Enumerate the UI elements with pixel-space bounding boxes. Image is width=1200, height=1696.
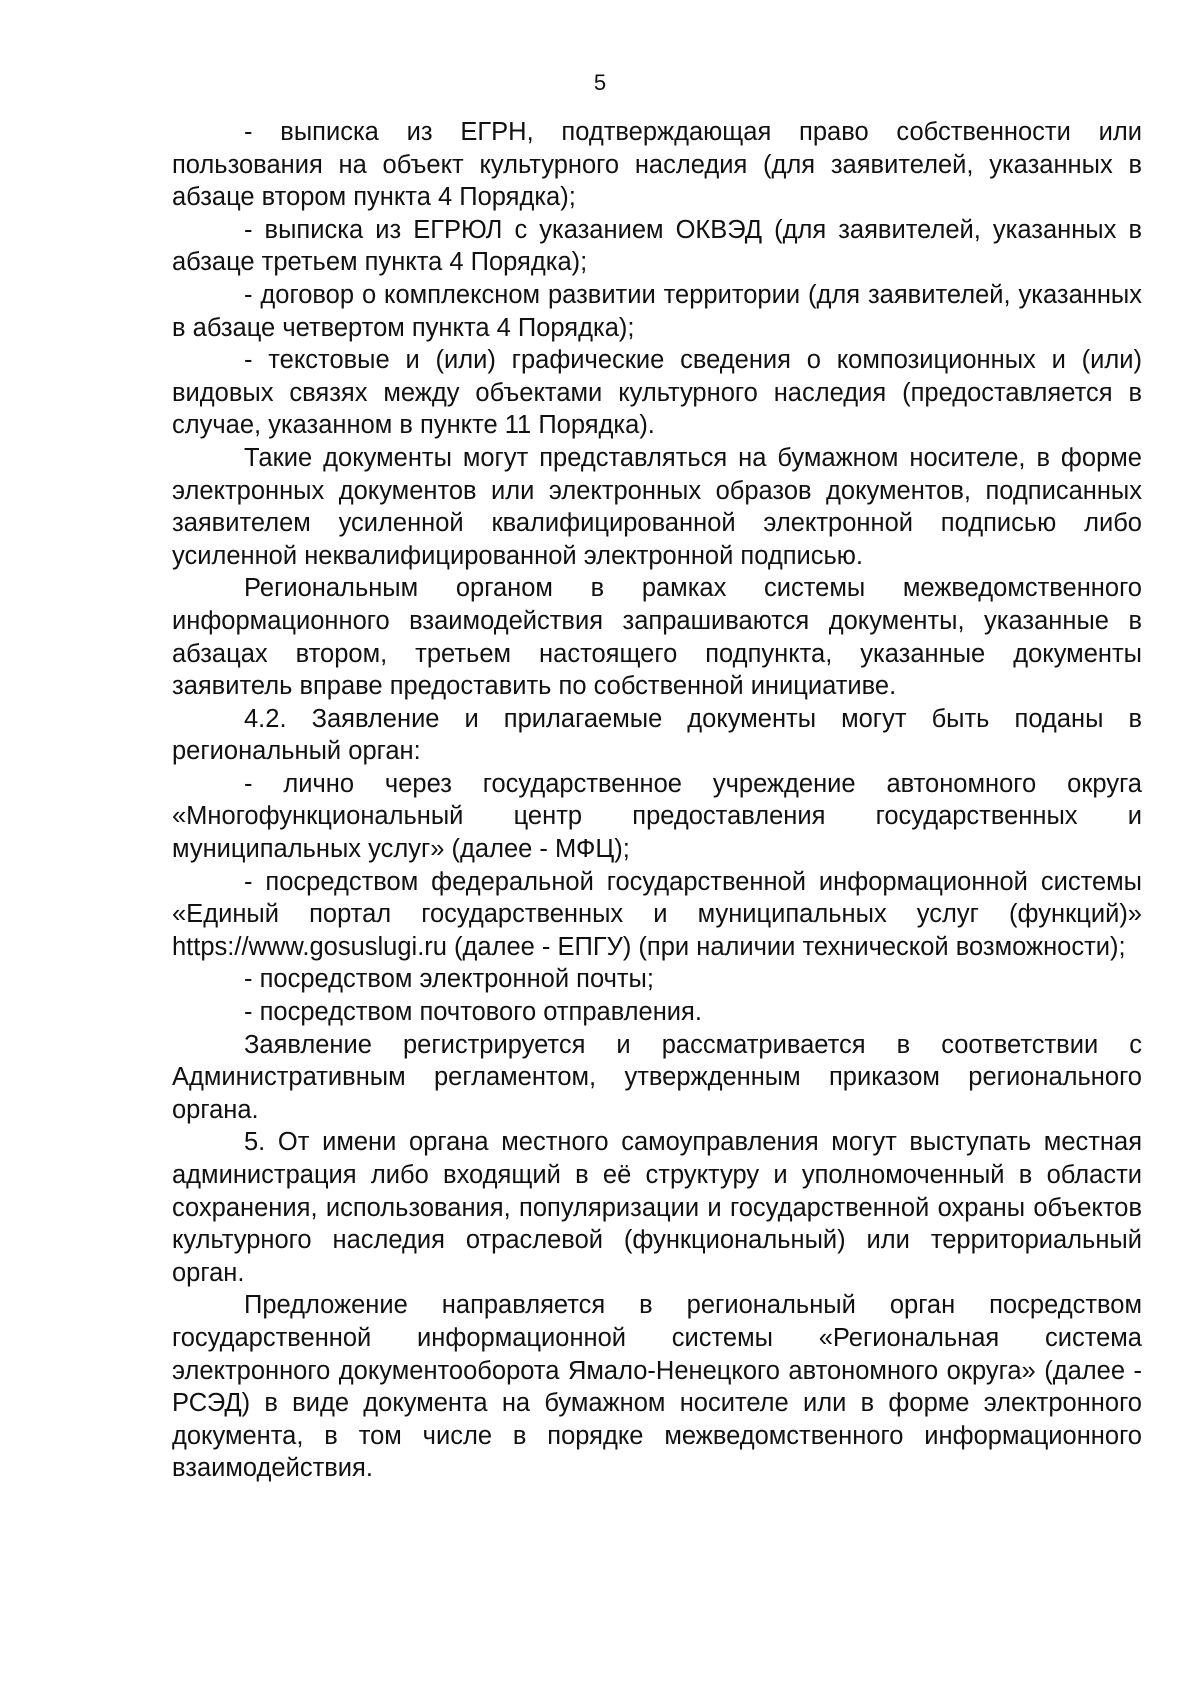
paragraph-proposal-rsed: Предложение направляется в региональный орган посредством государственной информационной системы «Региональная система электронного документооборота Ямало-Ненецкого автономного округа» (далее - РСЭД) в виде документа на бумажном носителе или в форме электронного документа, в том числе в порядке межведомственного информационного взаимодействия.: [172, 1291, 1142, 1483]
paragraph-interagency-request: Региональным органом в рамках системы межведомственного информационного взаимодействия запрашиваются документы, указанные в абзацах втором, третьем настоящего подпункта, указанные документы заявитель вправе предоставить по собственной инициативе.: [172, 574, 1142, 701]
paragraph-epgu: - посредством федеральной государственной информационной системы «Единый портал государственных и муниципальных услуг (функций)» https://www.gosuslugi.ru (далее - ЕПГУ) (при наличии технической возможности);: [172, 867, 1142, 961]
paragraph-email: - посредством электронной почты;: [244, 965, 654, 994]
paragraph-egrul-extract: - выписка из ЕГРЮЛ с указанием ОКВЭД (для заявителей, указанных в абзаце третьем пункта 4 Порядка);: [172, 215, 1142, 277]
page-number: 5: [593, 70, 607, 95]
paragraph-egrn-extract: - выписка из ЕГРН, подтверждающая право собственности или пользования на объект культурного наследия (для заявителей, указанных в абзаце втором пункта 4 Порядка);: [172, 118, 1142, 212]
paragraph-section-4-2: 4.2. Заявление и прилагаемые документы могут быть поданы в региональный орган:: [172, 704, 1142, 766]
paragraph-mfc: - лично через государственное учреждение автономного округа «Многофункциональный центр предоставления государственных и муниципальных услуг» (далее - МФЦ);: [172, 769, 1142, 864]
document-body: [172, 116, 1142, 1485]
paragraph-registration: Заявление регистрируется и рассматривается в соответствии с Административным регламентом, утвержденным приказом регионального органа.: [172, 1030, 1142, 1124]
paragraph-document-forms: Такие документы могут представляться на бумажном носителе, в форме электронных документов или электронных образов документов, подписанных заявителем усиленной квалифицированной электронной подписью либо усиленной неквалифицированной электронной подписью.: [172, 443, 1142, 570]
paragraph-composition-info: - текстовые и (или) графические сведения о композиционных и (или) видовых связях между объектами культурного наследия (предоставляется в случае, указанном в пункте 11 Порядка).: [172, 346, 1142, 440]
paragraph-section-5: 5. От имени органа местного самоуправления могут выступать местная администрация либо входящий в её структуру и уполномоченный в области сохранения, использования, популяризации и государственной охраны объектов культурного наследия отраслевой (функциональный) или территориальный орган.: [172, 1128, 1142, 1287]
paragraph-post: - посредством почтового отправления.: [244, 998, 702, 1027]
paragraph-development-contract: - договор о комплексном развитии территории (для заявителей, указанных в абзаце четвертом пункта 4 Порядка);: [172, 280, 1142, 342]
